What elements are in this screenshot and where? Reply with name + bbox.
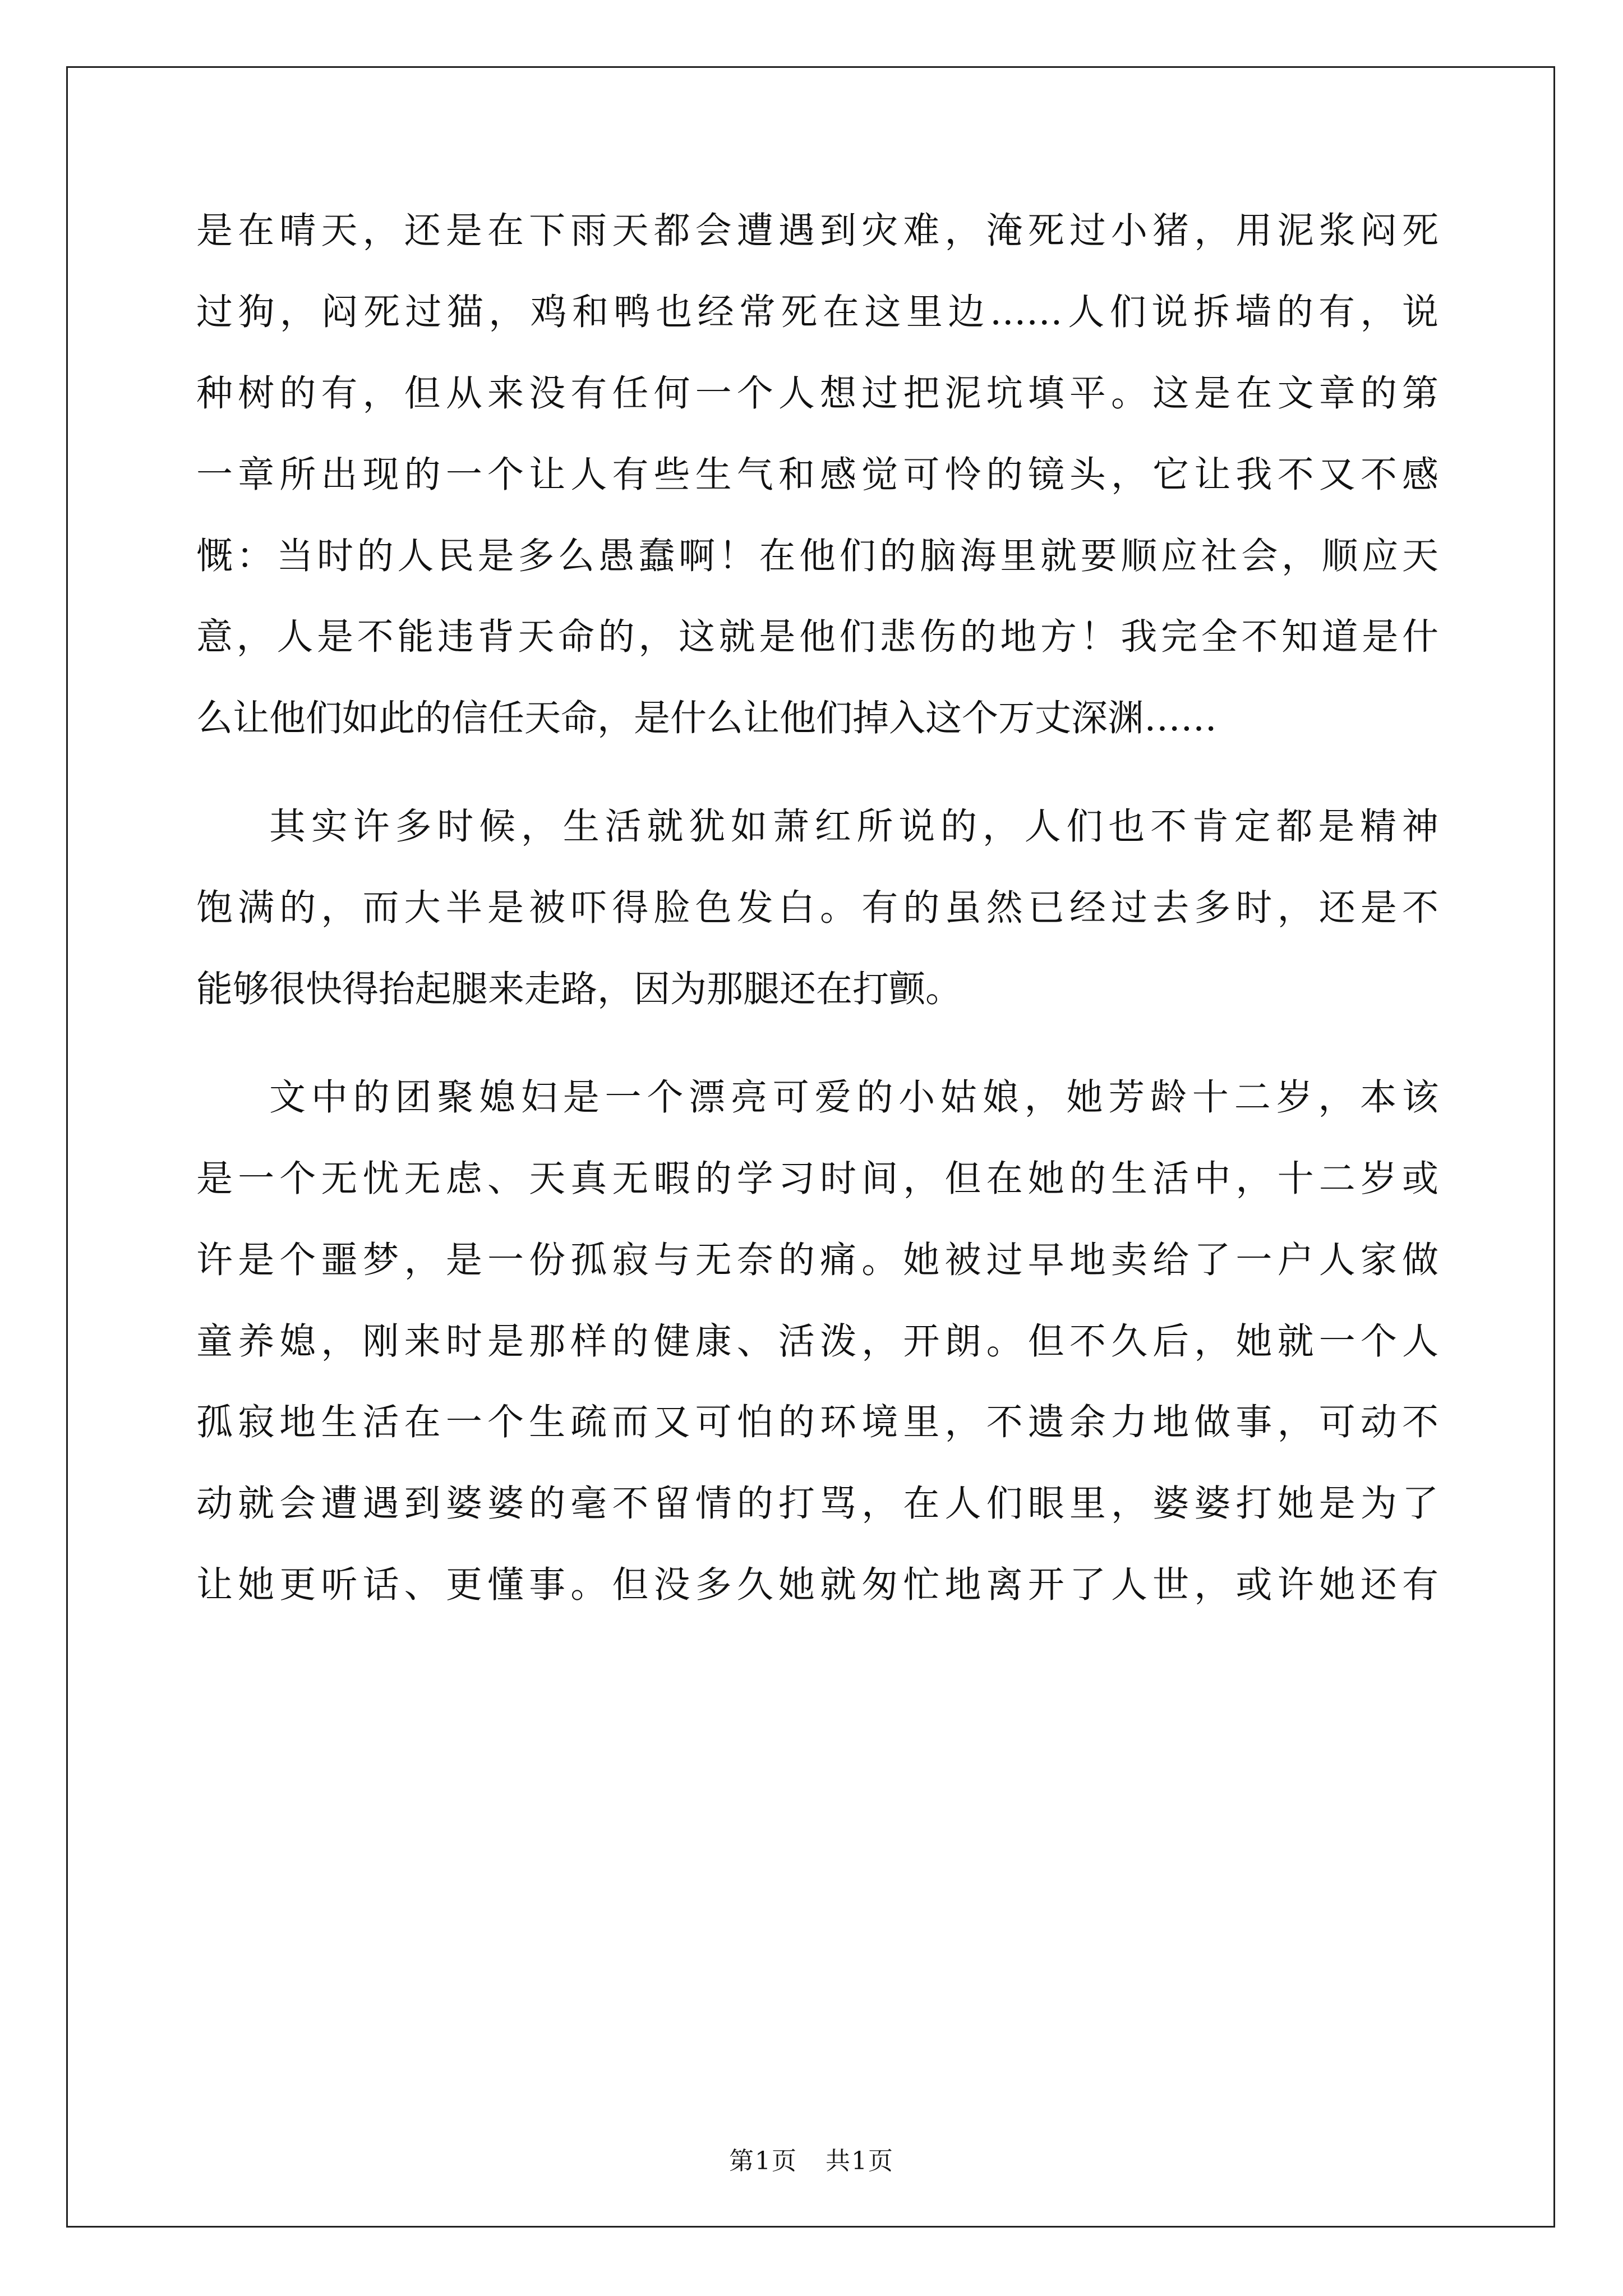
text-line: 过狗，闷死过猫，鸡和鸭也经常死在这里边……人们说拆墙的有，说 xyxy=(196,291,1438,333)
text-line: 孤寂地生活在一个生疏而又可怕的环境里，不遗余力地做事，可动不 xyxy=(196,1401,1438,1444)
text-line: 么让他们如此的信任天命，是什么让他们掉入这个万丈深渊…… xyxy=(196,697,1218,740)
page-number: 第1页 xyxy=(729,2147,797,2175)
text-line: 童养媳，刚来时是那样的健康、活泼，开朗。但不久后，她就一个人 xyxy=(196,1320,1438,1363)
paragraph xyxy=(196,786,1438,1030)
text-line: 能够很快得抬起腿来走路，因为那腿还在打颤。 xyxy=(196,968,962,1011)
text-line: 动就会遭遇到婆婆的毫不留情的打骂，在人们眼里，婆婆打她是为了 xyxy=(196,1483,1438,1525)
text-line: 让她更听话、更懂事。但没多久她就匆忙地离开了人世，或许她还有 xyxy=(196,1564,1438,1607)
text-line: 是一个无忧无虑、天真无暇的学习时间，但在她的生活中，十二岁或 xyxy=(196,1157,1438,1200)
text-line: 文中的团聚媳妇是一个漂亮可爱的小姑娘，她芳龄十二岁，本该 xyxy=(269,1076,1438,1119)
page-footer xyxy=(0,2141,1623,2177)
text-line: 其实许多时候，生活就犹如萧红所说的，人们也不肯定都是精神 xyxy=(269,806,1438,848)
document-body xyxy=(196,191,1438,1626)
text-line: 许是个噩梦，是一份孤寂与无奈的痛。她被过早地卖给了一户人家做 xyxy=(196,1239,1438,1281)
paragraph xyxy=(196,1057,1438,1626)
text-line: 种树的有，但从来没有任何一个人想过把泥坑填平。这是在文章的第 xyxy=(196,372,1438,415)
text-line: 是在晴天，还是在下雨天都会遭遇到灾难，淹死过小猪，用泥浆闷死 xyxy=(196,210,1438,252)
total-pages: 共1页 xyxy=(826,2147,894,2175)
text-line: 慨：当时的人民是多么愚蠢啊！在他们的脑海里就要顺应社会，顺应天 xyxy=(196,535,1438,577)
text-line: 意，人是不能违背天命的，这就是他们悲伤的地方！我完全不知道是什 xyxy=(196,616,1438,659)
text-line: 一章所出现的一个让人有些生气和感觉可怜的镜头，它让我不又不感 xyxy=(196,453,1438,496)
text-line: 饱满的，而大半是被吓得脸色发白。有的虽然已经过去多时，还是不 xyxy=(196,887,1438,930)
paragraph xyxy=(196,191,1438,760)
